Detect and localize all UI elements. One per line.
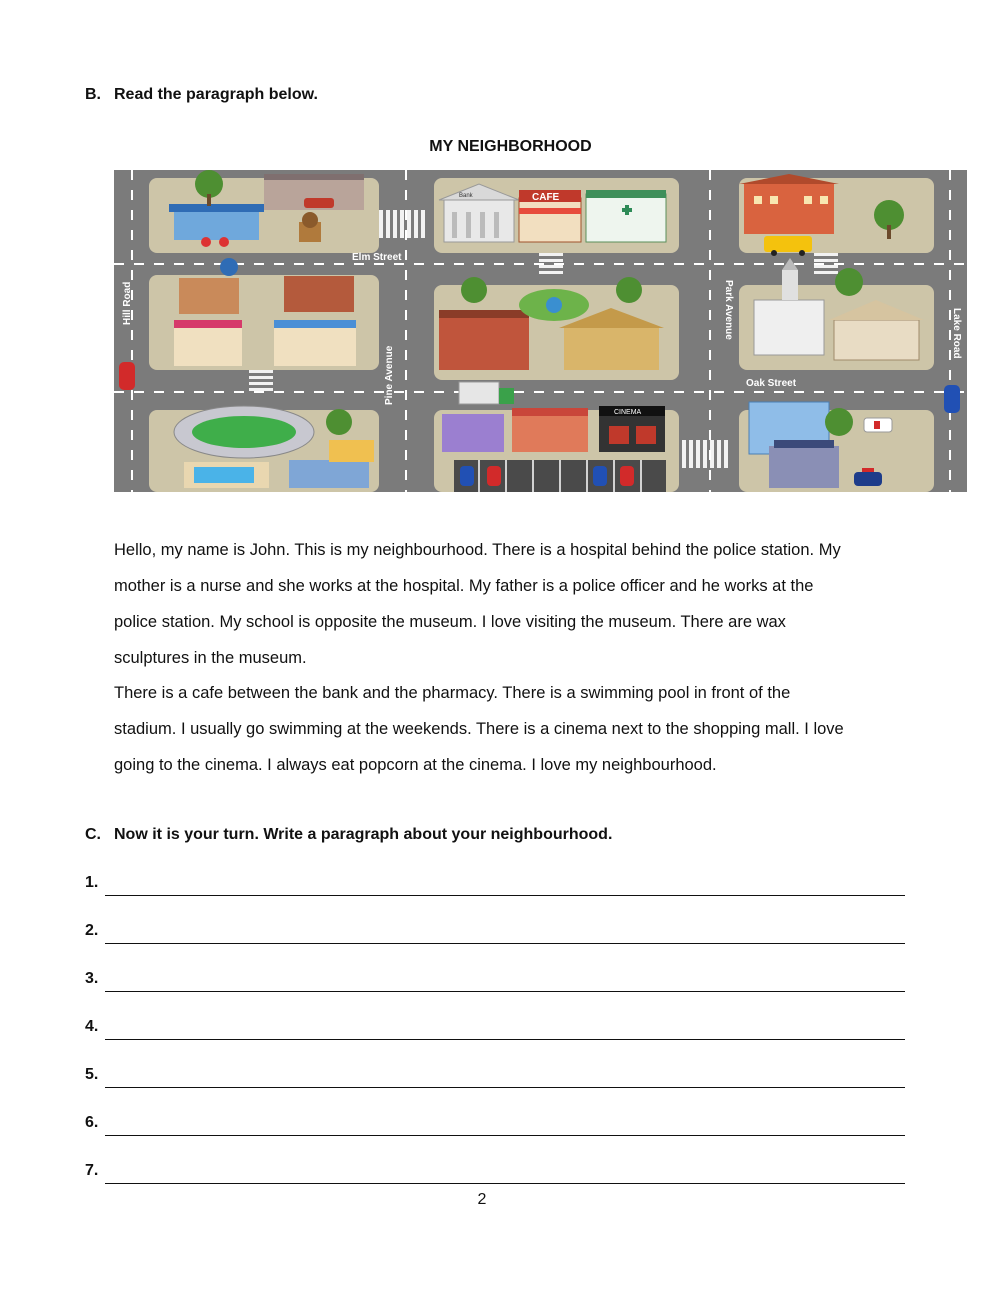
answer-rule[interactable] bbox=[105, 943, 905, 944]
shopping-mall-illustration bbox=[512, 408, 588, 452]
page-number: 2 bbox=[477, 1191, 487, 1208]
section-c-heading bbox=[85, 826, 612, 844]
paragraph-line: sculptures in the museum. bbox=[114, 649, 307, 667]
paragraph-line: police station. My school is opposite the museum. I love visiting the museum. There are wax bbox=[114, 613, 786, 631]
line-number: 7. bbox=[85, 1162, 99, 1179]
cafe-sign: CAFE bbox=[532, 192, 560, 203]
blue-car-icon bbox=[944, 385, 960, 413]
line-number: 2. bbox=[85, 922, 99, 939]
section-c-letter: C. bbox=[85, 826, 101, 843]
page-title: MY NEIGHBORHOOD bbox=[429, 138, 592, 155]
pharmacy-illustration bbox=[586, 190, 666, 242]
answer-rule[interactable] bbox=[105, 991, 905, 992]
cinema-sign: CINEMA bbox=[614, 409, 642, 416]
reading-paragraph-2 bbox=[114, 675, 914, 783]
cinema-illustration bbox=[599, 406, 665, 452]
hill-road-label: Hill Road bbox=[122, 281, 133, 325]
paragraph-line: mother is a nurse and she works at the hospital. My father is a police officer and he works at the bbox=[114, 577, 814, 595]
paragraph-line: stadium. I usually go swimming at the weekends. There is a cinema next to the shopping mall. I love bbox=[114, 720, 844, 738]
writing-line-2[interactable] bbox=[85, 922, 905, 946]
swimming-pool-illustration bbox=[184, 462, 269, 488]
ambulance-icon bbox=[864, 418, 892, 432]
paragraph-line: going to the cinema. I always eat popcorn at the cinema. I love my neighbourhood. bbox=[114, 756, 717, 774]
tree-icon bbox=[326, 409, 352, 435]
answer-rule[interactable] bbox=[105, 1135, 905, 1136]
tree-icon bbox=[825, 408, 853, 436]
writing-line-3[interactable] bbox=[85, 970, 905, 994]
paragraph-line: There is a cafe between the bank and the pharmacy. There is a swimming pool in front of the bbox=[114, 684, 791, 702]
hotel-illustration bbox=[442, 414, 504, 452]
answer-rule[interactable] bbox=[105, 1183, 905, 1184]
stadium-illustration bbox=[174, 406, 314, 458]
answer-rule[interactable] bbox=[105, 1087, 905, 1088]
oak-street-label: Oak Street bbox=[746, 378, 797, 389]
writing-line-5[interactable] bbox=[85, 1066, 905, 1090]
answer-rule[interactable] bbox=[105, 1039, 905, 1040]
writing-line-1[interactable] bbox=[85, 874, 905, 898]
lake-road-label: Lake Road bbox=[951, 308, 962, 359]
writing-line-6[interactable] bbox=[85, 1114, 905, 1138]
section-b-instruction: Read the paragraph below. bbox=[114, 86, 318, 103]
section-b-letter: B. bbox=[85, 86, 101, 103]
line-number: 4. bbox=[85, 1018, 99, 1035]
writing-line-4[interactable] bbox=[85, 1018, 905, 1042]
section-c-instruction: Now it is your turn. Write a paragraph about your neighbourhood. bbox=[114, 826, 613, 843]
paragraph-line: Hello, my name is John. This is my neighbourhood. There is a hospital behind the police station. My bbox=[114, 541, 841, 559]
red-car-icon bbox=[119, 362, 135, 390]
school-illustration bbox=[739, 174, 839, 234]
tree-icon bbox=[835, 268, 863, 296]
pine-avenue-label: Pine Avenue bbox=[384, 345, 395, 405]
line-number: 3. bbox=[85, 970, 99, 987]
car-shop-illustration bbox=[264, 174, 364, 210]
park-avenue-label: Park Avenue bbox=[723, 280, 734, 340]
neighborhood-map bbox=[114, 170, 967, 492]
parking-lot-illustration bbox=[454, 460, 666, 492]
line-number: 1. bbox=[85, 874, 99, 891]
cafe-illustration bbox=[519, 190, 581, 242]
elm-street-label: Elm Street bbox=[352, 252, 402, 263]
writing-line-7[interactable] bbox=[85, 1162, 905, 1186]
police-station-illustration bbox=[769, 440, 839, 488]
library-illustration bbox=[439, 310, 529, 370]
line-number: 6. bbox=[85, 1114, 99, 1131]
answer-rule[interactable] bbox=[105, 895, 905, 896]
park-illustration bbox=[519, 289, 589, 321]
reading-paragraph-1 bbox=[114, 532, 914, 676]
bank-sign: Bank bbox=[459, 193, 473, 199]
line-number: 5. bbox=[85, 1066, 99, 1083]
section-b-heading bbox=[85, 86, 318, 104]
